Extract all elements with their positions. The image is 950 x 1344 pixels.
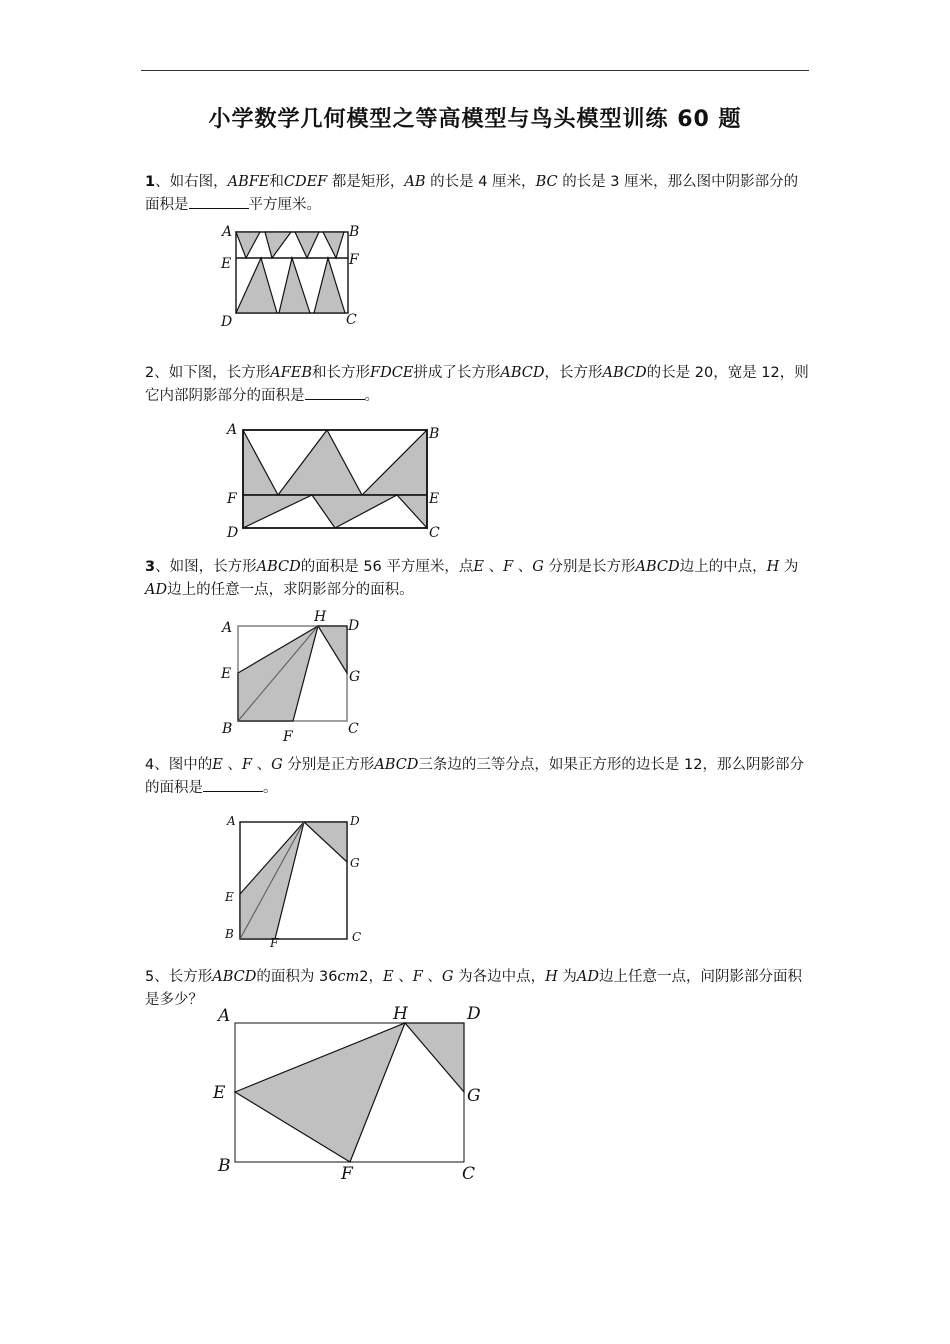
shaded-triangle [295,232,319,258]
shaded-triangle [312,495,397,528]
label-b: B [349,224,360,240]
shaded-triangle [243,495,312,528]
label-e: E [221,666,232,682]
shaded-triangle [236,258,277,313]
label-h: H [314,609,327,625]
question-3-text: 3、如图，长方形ABCD的面积是 56 平方厘米，点E 、F 、G 分别是长方形ABCD边上的中点，H 为AD边上的任意一点，求阴影部分的面积。 [145,559,799,598]
header-rule [141,70,809,71]
label-a: A [222,224,233,240]
label-d: D [350,814,360,828]
shaded-triangle [304,822,347,862]
shaded-triangle [236,232,260,258]
label-c: C [429,525,440,541]
question-4-figure [222,812,372,952]
shaded-triangle [278,430,362,495]
label-a: A [227,422,238,438]
label-f: F [349,252,359,268]
label-f: F [283,729,293,745]
label-d: D [348,618,360,634]
label-b: B [222,721,233,737]
label-c: C [462,1164,476,1184]
label-b: B [429,426,440,442]
shaded-triangle [362,430,427,495]
shaded-triangle [318,626,347,673]
question-4-text: 4、图中的E 、F 、G 分别是正方形ABCD三条边的三等分点，如果正方形的边长是 12，那么阴影部分的面积是 。 [145,757,804,796]
answer-blank [189,194,249,209]
answer-blank [305,385,365,400]
label-f: F [270,936,279,950]
label-e: E [225,890,234,904]
question-5-figure [205,1002,505,1192]
shaded-triangle [323,232,344,258]
label-a: A [227,814,236,828]
label-e: E [213,1083,226,1103]
label-c: C [348,721,359,737]
label-h: H [393,1004,408,1024]
label-b: B [218,1156,231,1176]
label-d: D [467,1004,481,1024]
question-3-figure [218,606,373,746]
question-1-text: 1、如右图，ABFE和CDEF 都是矩形，AB 的长是 4 厘米，BC 的长是 3 厘米，那么图中阴影部分的面积是 平方厘米。 [145,174,799,213]
label-c: C [346,312,357,328]
label-f: F [227,491,237,507]
question-1-figure [215,222,365,334]
label-a: A [218,1006,231,1026]
question-2-figure [222,420,452,544]
question-2-text: 2、如下图，长方形AFEB和长方形FDCE拼成了长方形ABCD，长方形ABCD的长是 20，宽是 12，则它内部阴影部分的面积是 。 [145,365,809,404]
shaded-triangle [397,495,427,528]
label-f: F [341,1164,353,1184]
label-g: G [349,669,361,685]
shaded-triangle [243,430,278,495]
shaded-triangle [405,1023,464,1092]
label-d: D [227,525,239,541]
label-g: G [350,856,360,870]
shaded-triangle [279,258,310,313]
question-5-text: 5、长方形ABCD的面积为 36cm2，E 、F 、G 为各边中点，H 为AD边上任意一点，问阴影部分面积是多少？ [145,969,802,1008]
label-c: C [352,930,362,944]
label-g: G [467,1086,481,1106]
label-e: E [221,256,232,272]
shaded-triangle [314,258,345,313]
label-e: E [429,491,440,507]
label-a: A [222,620,233,636]
shaded-triangle [265,232,291,258]
page-title: 小学数学几何模型之等高模型与鸟头模型训练 60 题 [208,107,742,132]
label-d: D [221,314,233,330]
answer-blank [203,777,263,792]
shaded-triangle [235,1023,405,1162]
label-b: B [225,927,234,941]
